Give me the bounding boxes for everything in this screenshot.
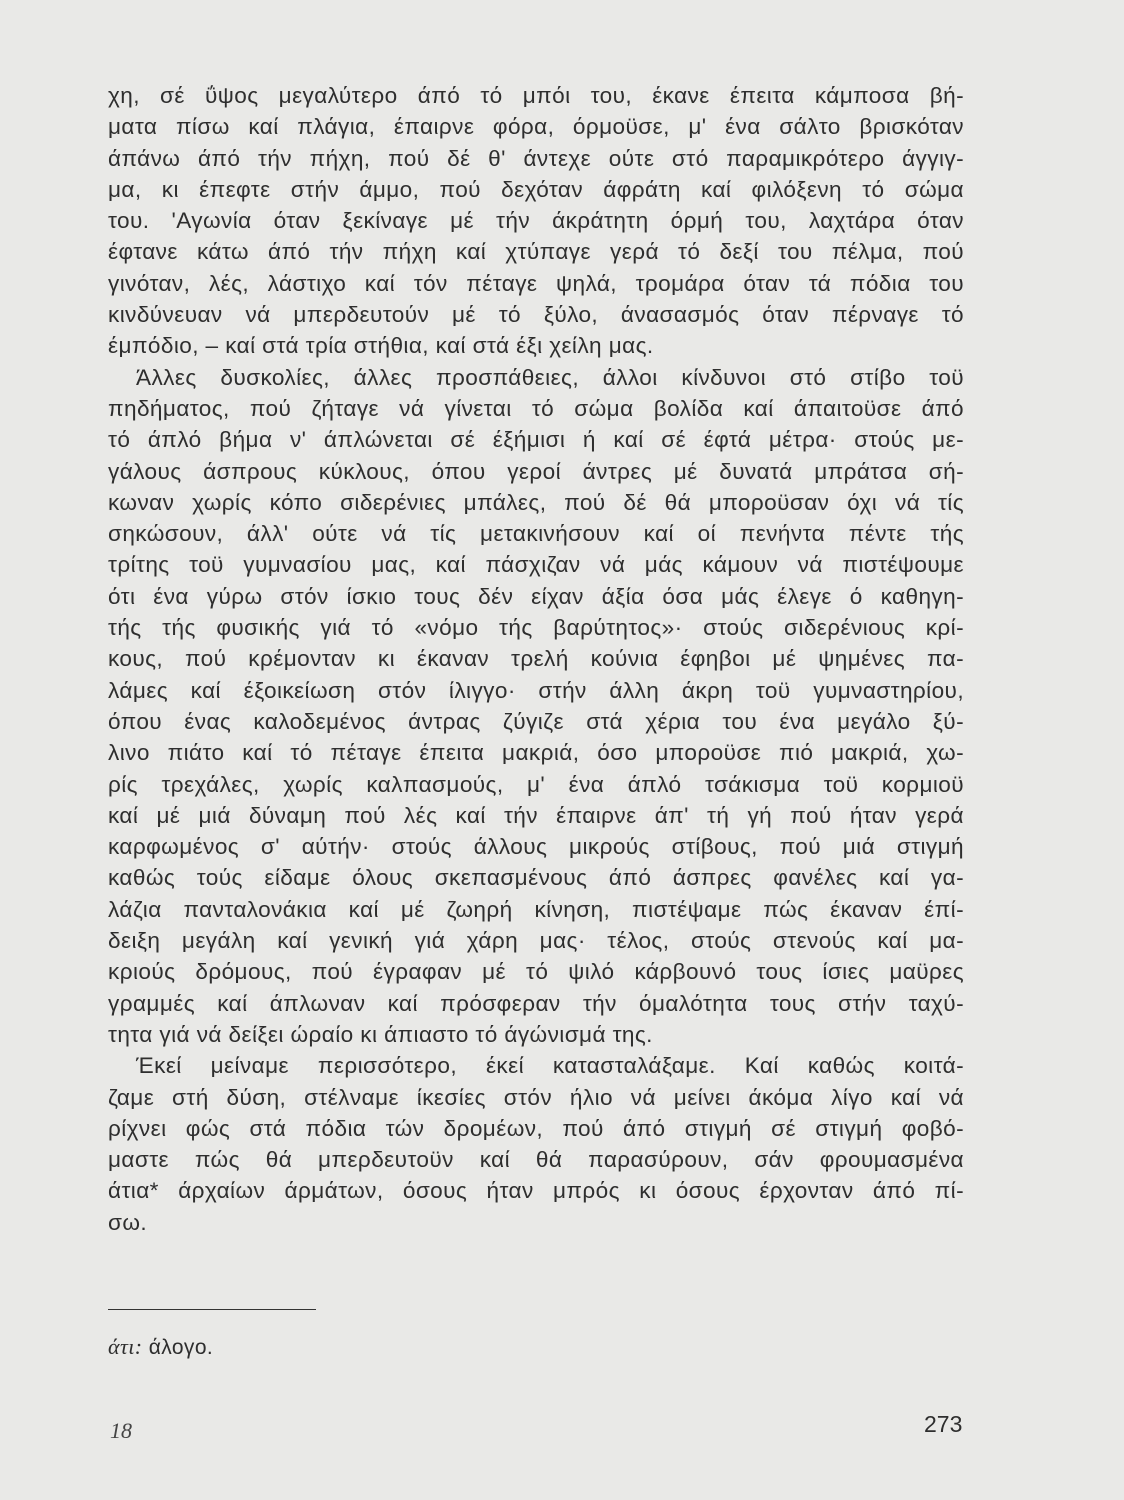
text-line: έφτανε κάτω άπό τήν πήχη καί χτύπαγε γερά τό δεξί του πέλμα, πού (108, 239, 964, 265)
text-line: του. 'Αγωνία όταν ξεκίναγε μέ τήν άκράτητη όρμή του, λαχτάρα όταν (108, 208, 964, 234)
text-line: λινο πιάτο καί τό πέταγε έπειτα μακριά, όσο μποροϋσε πιό μακριά, χω- (108, 740, 964, 766)
text-line: ότι ένα γύρω στόν ίσκιο τους δέν είχαν άξία όσα μάς έλεγε ό καθηγη- (108, 583, 964, 609)
text-line: κριούς δρόμους, πού έγραφαν μέ τό ψιλό κάρβουνό τους ίσιες μαϋρες (108, 959, 964, 985)
text-line: καί μέ μιά δύναμη πού λές καί τήν έπαιρνε άπ' τή γή πού ήταν γερά (108, 802, 964, 828)
text-line: τητα γιά νά δείξει ώραίο κι άπιαστο τό άγώνισμά της. (108, 1021, 653, 1047)
text-line: τρίτης τοϋ γυμνασίου μας, καί πάσχιζαν νά μάς κάμουν νά πιστέψουμε (108, 552, 964, 578)
text-line: καρφωμένος σ' αύτήν· στούς άλλους μικρούς στίβους, πού μιά στιγμή (108, 834, 964, 860)
text-line: κινδύνευαν νά μπερδευτούν μέ τό ξύλο, άνασασμός όταν πέρναγε τό (108, 302, 964, 328)
text-line: ματα πίσω καί πλάγια, έπαιρνε φόρα, όρμοϋσε, μ' ένα σάλτο βρισκόταν (108, 114, 964, 140)
text-line: μαστε πώς θά μπερδευτοϋν καί θά παρασύρουν, σάν φρουμασμένα (108, 1147, 964, 1173)
text-line: Έκεί μείναμε περισσότερο, έκεί κατασταλάξαμε. Καί καθώς κοιτά- (136, 1053, 964, 1079)
text-line: άπάνω άπό τήν πήχη, πού δέ θ' άντεχε ούτε στό παραμικρότερο άγγιγ- (108, 145, 964, 171)
page-number: 273 (924, 1411, 963, 1437)
text-line: λάζια πανταλονάκια καί μέ ζωηρή κίνηση, πιστέψαμε πώς έκαναν έπί- (108, 896, 964, 922)
text-line: γάλους άσπρους κύκλους, όπου γεροί άντρες μέ δυνατά μπράτσα σή- (108, 458, 964, 484)
text-line: γραμμές καί άπλωναν καί πρόσφεραν τήν όμαλότητα τους στήν ταχύ- (108, 990, 964, 1016)
text-line: σηκώσουν, άλλ' ούτε νά τίς μετακινήσουν καί οί πενήντα πέντε τής (108, 521, 964, 547)
text-line: κωναν χωρίς κόπο σιδερένιες μπάλες, πού δέ θά μποροϋσαν όχι νά τίς (108, 489, 964, 515)
footnote (108, 1334, 213, 1360)
text-line: καθώς τούς είδαμε όλους σκεπασμένους άπό άσπρες φανέλες καί γα- (108, 865, 964, 891)
text-line: σω. (108, 1209, 148, 1235)
footnote-definition: άλογο. (148, 1336, 214, 1359)
text-line: δειξη μεγάλη καί γενική γιά χάρη μας· τέλος, στούς στενούς καί μα- (108, 928, 964, 954)
footnote-divider (108, 1309, 316, 1310)
text-line: κους, πού κρέμονταν κι έκαναν τρελή κούνια έφηβοι μέ ψημένες πα- (108, 646, 964, 672)
text-line: πηδήματος, πού ζήταγε νά γίνεται τό σώμα βολίδα καί άπαιτοϋσε άπό (108, 395, 964, 421)
text-line: ζαμε στή δύση, στέλναμε ίκεσίες στόν ήλιο νά μείνει άκόμα λίγο καί νά (108, 1084, 964, 1110)
text-line: λάμες καί έξοικείωση στόν ίλιγγο· στήν άλλη άκρη τοϋ γυμναστηρίου, (108, 677, 964, 703)
text-line: γινόταν, λές, λάστιχο καί τόν πέταγε ψηλά, τρομάρα όταν τά πόδια του (108, 270, 964, 296)
text-line: τής τής φυσικής γιά τό «νόμο τής βαρύτητος»· στούς σιδερένιους κρί- (108, 615, 964, 641)
text-line: χη, σέ ΰψος μεγαλύτερο άπό τό μπόι του, έκανε έπειτα κάμποσα βή- (108, 83, 964, 108)
text-line: άτια* άρχαίων άρμάτων, όσους ήταν μπρός κι όσους έρχονταν άπό πί- (108, 1178, 964, 1204)
text-line: έμπόδιο, – καί στά τρία στήθια, καί στά έξι χείλη μας. (108, 333, 654, 359)
body-text (108, 80, 964, 1238)
text-line: μα, κι έπεφτε στήν άμμο, πού δεχόταν άφράτη καί φιλόξενη τό σώμα (108, 176, 964, 202)
text-line: ρίς τρεχάλες, χωρίς καλπασμούς, μ' ένα άπλό τσάκισμα τοϋ κορμιοϋ (108, 771, 964, 797)
text-line: Άλλες δυσκολίες, άλλες προσπάθειες, άλλοι κίνδυνοι στό στίβο τοϋ (136, 364, 964, 390)
signature-mark: 18 (110, 1418, 132, 1443)
text-line: όπου ένας καλοδεμένος άντρας ζύγιζε στά χέρια του ένα μεγάλο ξύ- (108, 708, 964, 734)
text-line: τό άπλό βήμα ν' άπλώνεται σέ έξήμισι ή καί σέ έφτά μέτρα· στούς με- (108, 427, 964, 453)
text-line: ρίχνει φώς στά πόδια τών δρομέων, πού άπό στιγμή σέ στιγμή φοβό- (108, 1115, 964, 1141)
footnote-term: άτι: (108, 1334, 143, 1359)
